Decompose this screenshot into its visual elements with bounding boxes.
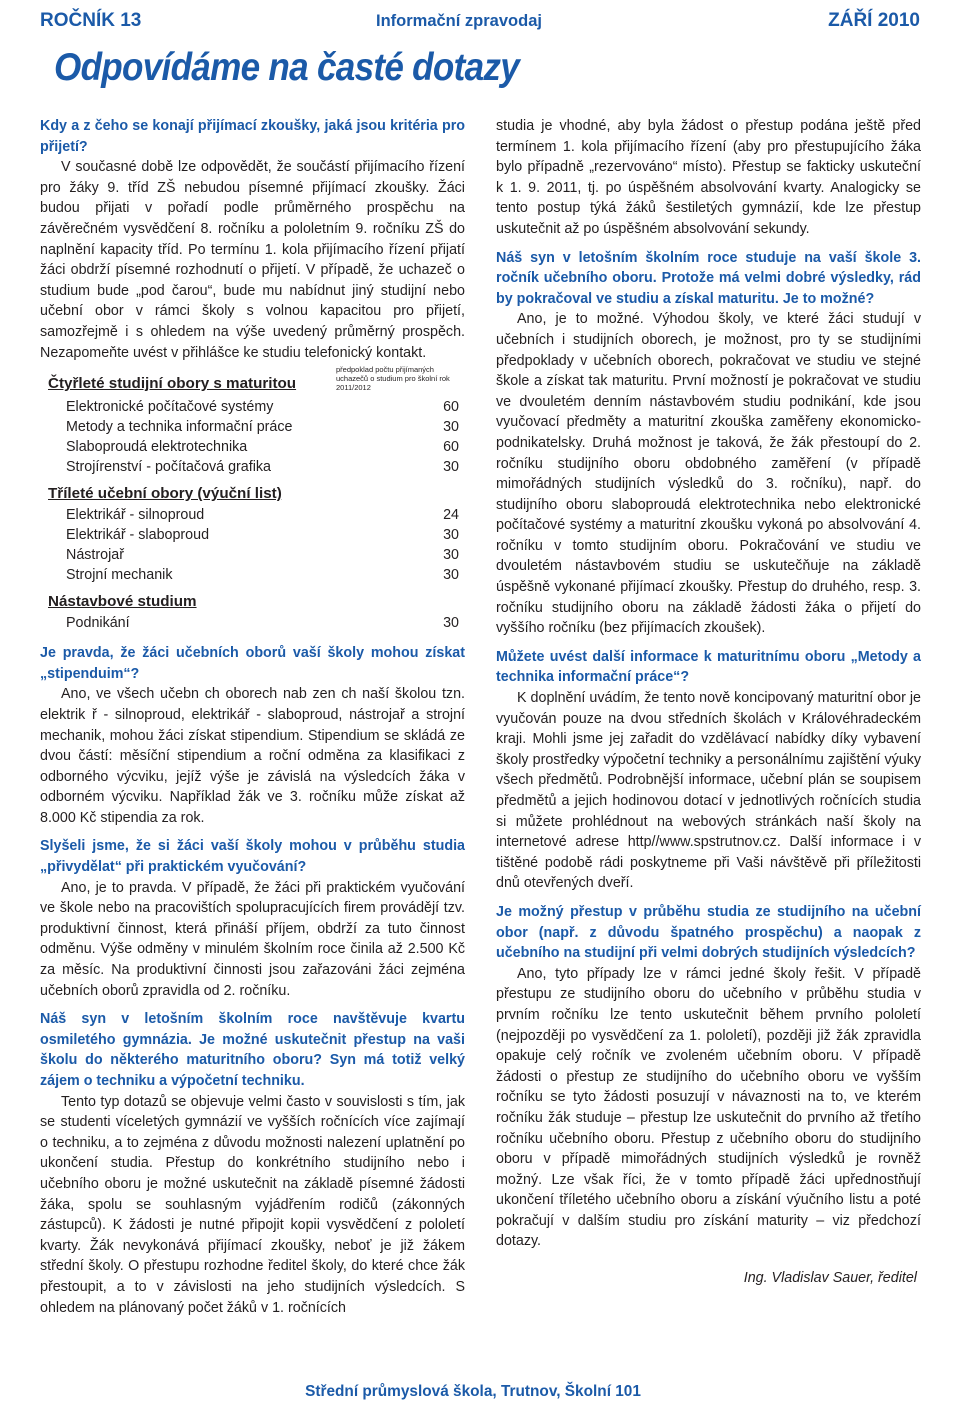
answer-earnings: Ano, je to pravda. V případě, že žáci při praktickém vyučování ve škole nebo na pracovištích spolupracujících firem provádějí tzv. produktivní činnost, která přináší příjem, obdrží za tuto činnost odměnu. Výše odměny v minulém školním roce činila až 2.500 Kč za měsíc. Na produktivní činnosti jsou zařazováni žáci zejména učebních oborů zpravidla od 2. ročníku. bbox=[40, 879, 465, 999]
table-row: Elektrikář - silnoproud 24 bbox=[66, 507, 459, 524]
issue-date: ZÁŘÍ 2010 bbox=[828, 10, 920, 31]
section-title: Čtyřleté studijní obory s maturitou bbox=[48, 375, 297, 393]
question-maturita: Náš syn v letošním školním roce studuje na vaší škole 3. ročník učebního oboru. Protože má velmi dobré výsledky, rád by pokračoval ve studiu a získal maturitu. Je to možné? bbox=[496, 249, 921, 307]
table-row: Elektronické počítačové systémy 60 bbox=[66, 399, 459, 416]
answer-transfer-gymnasium: Tento typ dotazů se objevuje velmi často v souvislosti s tím, jak se studenti víceletých gymnázií ve vyšších ročnících více zajímají o techniku, a to zejména z důvodu možnosti nalezení uplatnění po ukončení studia. Přestup do konkrétního studijního nebo i učebního oboru je možné uskutečnit na základě písemné žádosti žáka, spolu se souhlasným vyjádřením rodičů (zákonných zástupců). K žádosti je nutné připojit kopii vysvědčení z pololetí kvarty. Žák nevykonává přijímací zkoušky, neboť je již žákem střední školy. O přestupu rozhodne ředitel školy, do které chce žák přestoupit, a to v závislosti na jeho studijních výsledcích. S ohledem na plánovaný počet žáků v 1. ročnících bbox=[40, 1093, 465, 1316]
signature: Ing. Vladislav Sauer, ředitel bbox=[743, 1270, 917, 1287]
table-row: Nástrojař 30 bbox=[66, 547, 459, 564]
footer bbox=[0, 1383, 960, 1401]
table-row: Strojírenství - počítačová grafika 30 bbox=[66, 459, 459, 476]
left-column bbox=[40, 116, 465, 1318]
question-transfer-gymnasium: Náš syn v letošním školním roce navštěvuje kvartu osmiletého gymnázia. Je možné uskutečnit přestup na vaši školu do některého maturitního oboru? Syn má totiž velký zájem o techniku a výpočetní techniku. bbox=[40, 1011, 465, 1089]
question-field-switch: Je možný přestup v průběhu studia ze studijního na učební obor (např. z důvodu špatného prospěchu) a naopak z učebního na studijní při velmi dobrých studijních výsledcích? bbox=[496, 903, 921, 962]
question-info-field: Můžete uvést další informace k maturitnímu oboru „Metody a technika informační práce“? bbox=[496, 648, 921, 686]
table-row: Elektrikář - slaboproud 30 bbox=[66, 527, 459, 544]
table-row: Podnikání 30 bbox=[66, 615, 459, 632]
answer-maturita: Ano, je to možné. Výhodou školy, ve které žáci studují v učebních i studijních oborech, je možnost, pro ty se studijními předpoklady v učebních oborech, pokračovat ve studiu ve stejné škole a získat tak maturitu. První možností je pokračovat ve studiu ve dvouletém denním nástavbovém studiu podnikání, kde jsou vyučovací předměty a maturitní zkouška zaměřeny ekonomicko-podnikatelsky. Druhá možnost je taková, že žák přestoupí do 2. ročníku studijního oboru obdobného zaměření (v případě mimořádných studijních výsledků do 3. ročníku), např. do studijního oboru slaboproudá elektrotechnika nebo elektronické počítačové systémy a maturitní zkoušku vykoná po absolvování 4. ročníku v tomto studijním oboru. Pokračování ve studiu ve dvouletém nástavbovém studiu se uskutečňuje na základě úspěšně vykonané přijímací zkoušky. Přestup do druhého, resp. 3. ročníku studijního oboru na základě žádosti žáka o přijetí do vyššího ročníku (bez přijímacích zkoušek). bbox=[496, 311, 921, 637]
question-stipend: Je pravda, že žáci učebních oborů vaší školy mohou získat „stipenduim“? bbox=[40, 645, 465, 682]
table-row: Metody a technika informační práce 30 bbox=[66, 419, 459, 436]
answer-admission: V současné době lze odpovědět, že součástí přijímacího řízení pro žáky 9. tříd ZŠ nebudou písemné přijímací zkoušky. Žáci budou přijati v pořadí podle průměrného prospěchu na závěrečném vysvědčení 8. ročníku a pololetním 9. ročníku ZŠ do naplnění kapacity tříd. Po termínu 1. kola přijímacího řízení přijatí žáci obdrží písemné rozhodnutí o přijetí. V případě, že uchazeč o studium bude „pod čarou“, bude mu nabídnut jiný studijní nebo učební obor v rámci školy s volnou kapacitou pro přijetí, samozřejmě i s ohledem na výše uvedený průměrný prospěch. Nezapomeňte uvést v přihlášce ke studiu telefonický kontakt. bbox=[40, 159, 465, 361]
answer-stipend: Ano, ve všech učebn ch oborech nab zen ch naší školou tzn. elektrik ř - silnoproud, elektrikář - slaboproud, nástrojař a strojní mechanik, mohou žáci získat stipendium. Stipendium se skládá ze dvou částí: měsíční stipendium a roční odměna za klasifikaci z odborného výcviku, jejíž výše je závislá na výsledcích žáka v odborném výcviku. Například žák ve 3. ročníku může získat až 8.000 Kč stipendia za rok. bbox=[40, 686, 465, 826]
table-row: Slaboproudá elektrotechnika 60 bbox=[66, 439, 459, 456]
answer-transfer-gymnasium-continued: studia je vhodné, aby byla žádost o přestup podána ještě před termínem 1. kola přijímacího řízení (aby pro přestupujícího žáka bylo případně „rezervováno“ místo). Přestup se fakticky uskuteční k 1. 9. 2011, tj. po úspěšném absolvování kvarty. Analogicky se tento postup týká žáků šestiletých gymnázií, kde lze přestup uskutečnit až po úspěšném absolvování sekundy. bbox=[496, 118, 921, 237]
table-row: Strojní mechanik 30 bbox=[66, 567, 459, 584]
newsletter-name: Informační zpravodaj bbox=[376, 12, 542, 30]
right-column bbox=[496, 116, 921, 1303]
question-earnings: Slyšeli jsme, že si žáci vaší školy mohou v průběhu studia „přivydělat“ při praktickém vyučování? bbox=[40, 838, 465, 876]
admission-table bbox=[48, 365, 466, 633]
school-address: Střední průmyslová škola, Trutnov, Školní 101 bbox=[305, 1383, 641, 1400]
section-title: Nástavbové studium bbox=[48, 593, 197, 611]
table-note: předpoklad počtu přijímaných uchazečů o studium pro školní rok 2011/2012 bbox=[336, 365, 450, 393]
question-admission: Kdy a z čeho se konají přijímací zkoušky, jaká jsou kritéria pro přijetí? bbox=[40, 118, 465, 155]
section-title: Tříleté učební obory (výuční list) bbox=[48, 485, 282, 503]
page-title: Odpovídáme na časté dotazy bbox=[54, 46, 520, 89]
answer-field-switch: Ano, tyto případy lze v rámci jedné školy řešit. V případě přestupu ze studijního oboru do učebního v průběhu studia v prvním ročníku lze tento uskutečnit během prvního pololetí (nejpozději po vysvědčení za 1. pololetí), později již žák zpravidla opakuje celý ročník ve zvoleném učebním oboru. V případě žádosti o přestup ze studijního do učebního oboru ve vyšším ročníku se tyto žádosti posuzují v návaznosti na to, ve kterém ročníku žák studuje – přestup lze uskutečnit do prvního až třetího ročníku učebního oboru. Přestup z učebního oboru do studijního oboru v případě mimořádných studijních výsledků je rovněž možný. Lze však říci, že v tomto případě žáci upřednostňují ukončení tříletého učebního oboru a získání výučního listu a poté pokračují v dalším studiu pro získání maturity – viz předchozí dotazy. bbox=[496, 965, 921, 1250]
issue-label: ROČNÍK 13 bbox=[40, 10, 142, 31]
answer-info-field: K doplnění uvádím, že tento nově koncipovaný maturitní obor je vyučován pouze na dvou středních školách v Královéhradeckém kraji. Mohli jsme jej zařadit do vzdělávací nabídky díky vybavení školy prostředky výpočetní techniky a personálnímu zajištění výuky všech předmětů. Podrobnější informace, učební plán se soupisem předmětů a jejich hodinovou dotací v jednotlivých ročnících studia si můžete prohlédnout na webových stránkách naší školy na internetové adrese http//www.spstrutnov.cz. Další informace i v tištěné podobě rádi poskytneme při Vaši návštěvě při příležitosti dnů otevřených dveří. bbox=[496, 690, 921, 892]
